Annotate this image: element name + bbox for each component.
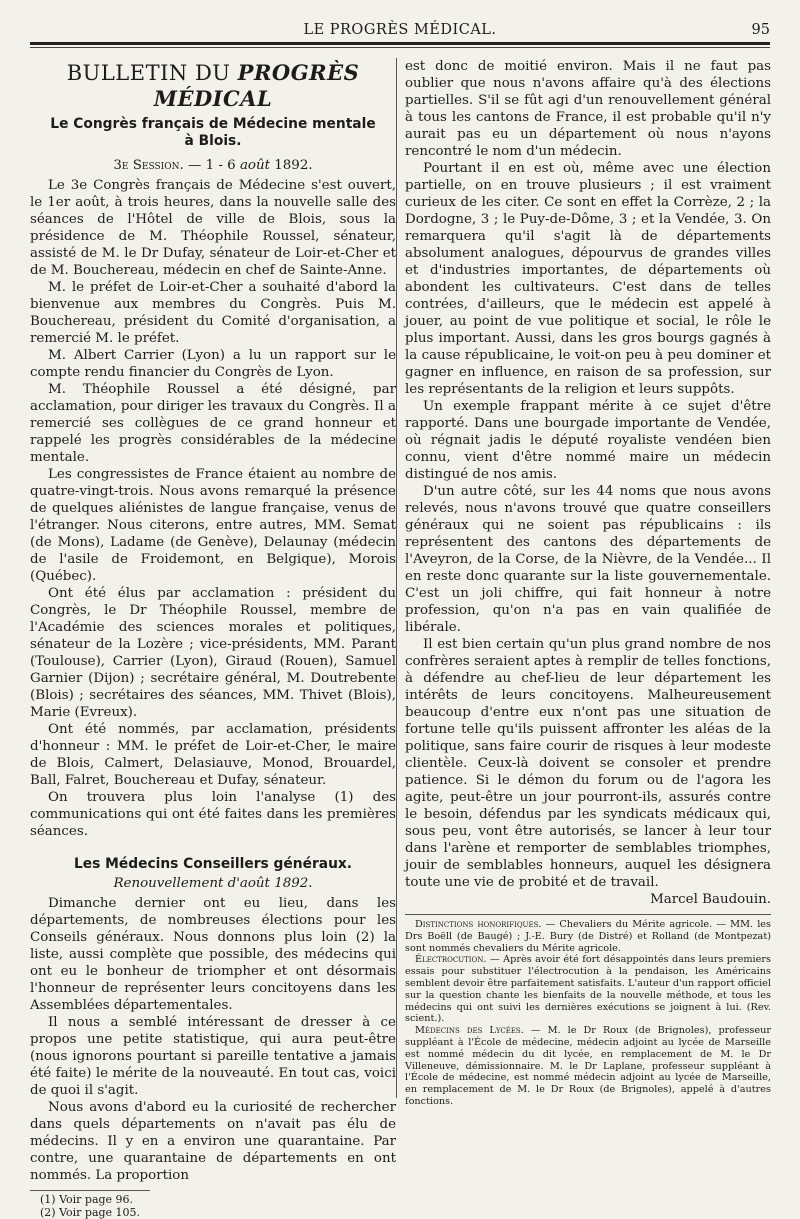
article-paragraph: Nous avons d'abord eu la curiosité de rechercher dans quels départements on n'avait pas élu de médecins. Il y en a environ une quarantaine. Par contre, une quarantaine de départements en ont nommés. La proportion bbox=[30, 1100, 396, 1183]
brief-text: — M. le Dr Roux (de Brignoles), professeur suppléant à l'École de médecine, médecin adjoint au lycée de Marseille est nommé médecin du dit lycée, en remplacement de M. le Dr Villeneuve, démissionnaire. M. le Dr Laplane, professeur suppléant à l'École de médecine, est nommé médecin adjoint au lycée de Marseille, en remplacement de M. le Dr Roux (de Brignoles), appelé à d'autres fonctions. bbox=[405, 1025, 772, 1107]
session-dates: — 1 - 6 bbox=[183, 158, 240, 173]
footnote: (2) Voir page 105. bbox=[40, 1206, 141, 1219]
session-label: 3e Session. bbox=[113, 158, 184, 173]
article-paragraph: Il est bien certain qu'un plus grand nombre de nos confrères seraient aptes à remplir de telles fonctions, à défendre au chef-lieu de leur département les intérêts de leurs concitoyens. Malheureusement beaucoup d'entre eux n'ont pas une situation de fortune telle qu'ils puissent affronter les aléas de la politique, sans faire courir de risques à leur modeste clientèle. Ceux-là doivent se consoler et prendre patience. Si le démon du forum ou de l'agora les agite, peut-être un jour pourront-ils, assurés contre le besoin, défendus par les syndicats médicaux qui, sous peu, vont être autorisés, se lancer à leur tour dans l'arène et remporter de semblables triomphes, jouir de semblables honneurs, auquel les désignera toute une vie de probité et de travail. bbox=[405, 637, 771, 890]
news-briefs bbox=[405, 919, 771, 1108]
news-brief bbox=[405, 919, 771, 954]
header-rule-thick bbox=[30, 42, 770, 45]
congress-paragraph: Les congressistes de France étaient au nombre de quatre-vingt-trois. Nous avons remarqué la présence de quelques aliénistes de langue française, venus de l'étranger. Nous citerons, entre autres, MM. Semat (de Mons), Ladame (de Genève), Delaunay (médecin de l'asile de Froidemont, en Belgique), Morois (Québec). bbox=[30, 467, 396, 584]
congress-paragraph: Le 3e Congrès français de Médecine s'est ouvert, le 1er août, à trois heures, dans la nouvelle salle des séances de l'Hôtel de ville de Blois, sous la présidence de M. Théophile Roussel, sénateur, assisté de M. le Dr Dufay, sénateur de Loir-et-Cher et de M. Bouchereau, médecin en chef de Sainte-Anne. bbox=[30, 178, 396, 278]
author-signature: Marcel Baudouin. bbox=[650, 892, 771, 907]
news-brief bbox=[405, 1025, 771, 1108]
left-column bbox=[30, 58, 396, 1219]
footnote-rule bbox=[30, 1190, 150, 1191]
congress-paragraph: Ont été élus par acclamation : président du Congrès, le Dr Théophile Roussel, membre de l'Académie des sciences morales et politiques, sénateur de la Lozère ; vice-présidents, MM. Parant (Toulouse), Carrier (Lyon), Giraud (Rouen), Samuel Garnier (Dijon) ; secrétaire général, M. Doutrebente (Blois) ; secrétaires des séances, MM. Thivet (Blois), Marie (Evreux). bbox=[30, 586, 396, 720]
brief-label: Distinctions honorifiques. bbox=[415, 919, 542, 930]
congress-paragraph: M. Albert Carrier (Lyon) a lu un rapport sur le compte rendu financier du Congrès de Lyon. bbox=[30, 348, 396, 380]
article-paragraph: est donc de moitié environ. Mais il ne faut pas oublier que nous n'avons affaire qu'à des élections partielles. S'il se fût agi d'un renouvellement général à tous les cantons de France, il est probable qu'il n'y aurait pas eu un département où nous n'ayons rencontré le nom d'un médecin. bbox=[405, 59, 771, 159]
page-number: 95 bbox=[751, 22, 770, 38]
congress-paragraph: On trouvera plus loin l'analyse (1) des communications qui ont été faites dans les premières séances. bbox=[30, 790, 396, 839]
article-paragraph: Un exemple frappant mérite à ce sujet d'être rapporté. Dans une bourgade importante de Vendée, où régnait jadis le député royaliste vendéen bien connu, vient d'être nommé maire un médecin distingué de nos amis. bbox=[405, 399, 771, 482]
congress-title-line2: à Blois. bbox=[184, 133, 242, 149]
column-divider bbox=[396, 58, 397, 1098]
bulletin-heading-italic: PROGRÈS MÉDICAL bbox=[153, 60, 360, 111]
congress-paragraph: M. Théophile Roussel a été désigné, par acclamation, pour diriger les travaux du Congrès. Il a remercié ses collègues de ce grand honneur et rappelé les progrès considérables de la médecine mentale. bbox=[30, 382, 396, 465]
section-heading-medecins: Les Médecins Conseillers généraux. bbox=[73, 856, 353, 872]
congress-paragraph: Ont été nommés, par acclamation, présidents d'honneur : MM. le préfet de Loir-et-Cher, le maire de Blois, Calmert, Delasiauve, Monod, Brouardel, Ball, Falret, Bouchereau et Dufay, sénateur. bbox=[30, 722, 396, 788]
article-paragraph: D'un autre côté, sur les 44 noms que nous avons relevés, nous n'avons trouvé que quatre conseillers généraux qui ne soient pas républicains : ils représentent des cantons des départements de l'Aveyron, de la Corse, de la Nièvre, de la Vendée... Il en reste donc quarante sur la liste gouvernementale. C'est un joli chiffre, qui fait honneur à notre profession, qu'on n'a pas en vain qualifiée de libérale. bbox=[405, 484, 771, 635]
bulletin-heading bbox=[30, 60, 396, 112]
congress-paragraph: M. le préfet de Loir-et-Cher a souhaité d'abord la bienvenue aux membres du Congrès. Puis M. Bouchereau, président du Comité d'organisation, a remercié M. le préfet. bbox=[30, 280, 396, 346]
session-month: août bbox=[239, 158, 271, 173]
article-paragraph: Dimanche dernier ont eu lieu, dans les départements, de nombreuses élections pour les Conseils généraux. Nous donnons plus loin (2) la liste, aussi complète que possible, des médecins qui ont eu le bonheur de triompher et ont désormais l'honneur de représenter leurs concitoyens dans les Assemblées départementales. bbox=[30, 896, 396, 1013]
news-brief bbox=[405, 954, 771, 1025]
session-line bbox=[30, 158, 396, 173]
bulletin-heading-plain: BULLETIN DU bbox=[66, 61, 238, 85]
article-paragraph: Pourtant il en est où, même avec une élection partielle, on en trouve plusieurs ; il est vraiment curieux de les citer. Ce sont en effet la Corrèze, 2 ; la Dordogne, 3 ; le Puy-de-Dôme, 3 ; et la Vendée, 3. On remarquera qu'il s'agit là de départements absolument analogues, dépourvus de grandes villes et d'industries importantes, de départements où abondent les cultivateurs. C'est dans de telles contrées, d'ailleurs, que le médecin est appelé à jouer, au point de vue politique et social, le rôle le plus important. Aussi, dans les gros bourgs gagnés à la cause républicaine, le voit-on peu à peu dominer et gagner en influence, en raison de sa profession, sur les représentants de la religion et leurs suppôts. bbox=[405, 161, 771, 397]
brief-text: — Après avoir été fort désappointés dans leurs premiers essais pour substituer l'électrocution à la pendaison, les Américains semblent devoir être parfaitement satisfaits. L'auteur d'un rapport officiel sur la question chante les bienfaits de la nouvelle méthode, et tous les médecins qui ont suivi les dernières exécutions se joignent à lui. (Rev. scient.). bbox=[405, 954, 771, 1025]
brief-label: Électrocution. bbox=[415, 954, 487, 966]
section-subheading-renouvellement: Renouvellement d'août 1892. bbox=[113, 876, 313, 891]
article-paragraph: Il nous a semblé intéressant de dresser à ce propos une petite statistique, qui aura peut-être (nous ignorons pourtant si pareille tentative a jamais été faite) le mérite de la nouveauté. En tout cas, voici de quoi il s'agit. bbox=[30, 1015, 396, 1098]
footnote: (1) Voir page 96. bbox=[40, 1193, 134, 1206]
running-header bbox=[30, 22, 770, 40]
journal-title: LE PROGRÈS MÉDICAL. bbox=[303, 22, 497, 38]
brief-text: — Chevaliers du Mérite agricole. — MM. les Drs Boëll (de Baugé) ; J.-E. Bury (de Distré) et Rolland (de Montpezat) sont nommés chevaliers du Mérite agricole. bbox=[405, 919, 772, 954]
brief-label: Médecins des Lycées. bbox=[415, 1025, 524, 1037]
briefs-rule bbox=[405, 914, 771, 915]
session-year: 1892. bbox=[270, 158, 313, 173]
header-rule-thin bbox=[30, 47, 770, 48]
right-column bbox=[405, 58, 771, 1108]
congress-title-line1: Le Congrès français de Médecine mentale bbox=[50, 116, 376, 132]
